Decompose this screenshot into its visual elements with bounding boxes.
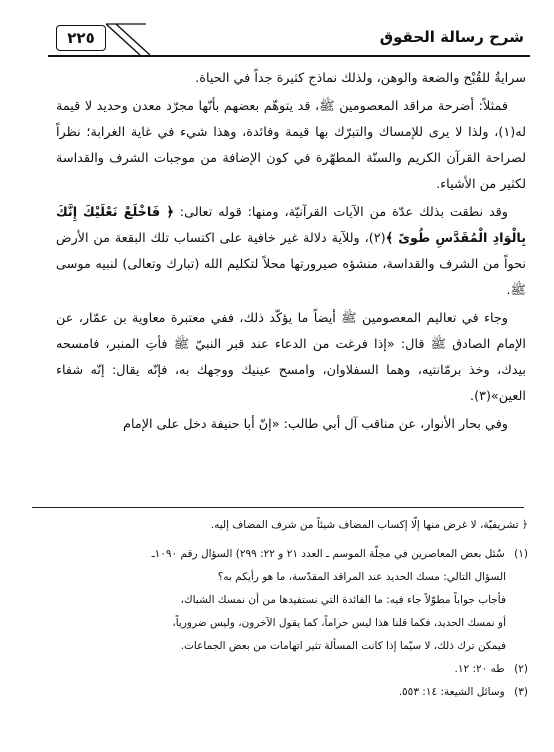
footnotes xyxy=(40,514,528,704)
paragraph-3 xyxy=(56,200,526,304)
paragraph-1 xyxy=(56,66,526,92)
quran-quote: إِنَّكَ بِالْوَادِ الْمُقَدَّسِ طُوىً ﴾ xyxy=(56,205,527,246)
footnote-text: وسائل الشيعة: ١٤: ٥٥٣. xyxy=(398,686,505,698)
footnote-3 xyxy=(40,681,528,704)
footnote-number: (٢) xyxy=(514,663,528,675)
book-title: شرح رسالة الحقوق xyxy=(379,28,524,46)
text-line: وفي بحار الأنوار، عن مناقب آل أبي طالب: «إنّ أبا حنيفة دخل على الإمام xyxy=(123,417,508,432)
text-line: فمثلاً: أضرحة مراقد المعصومين ﷺ، قد يتوهّم بعضهم بأنّها مجرّد معدن xyxy=(132,99,508,114)
footnote-continuation: ﴿ تشريفيّة، لا غرض منها إلّا إكساب المضاف شيئاً من شرف المضاف إليه. xyxy=(210,519,528,531)
text-line: وحديد لا قيمة له(١)، ولذا لا يرى للإمساك والتبرّك بها قيمة وفائدة، وهذا شيء xyxy=(56,99,526,140)
footnote-text: سُئل بعض المعاصرين في مجلّة الموسم ـ العدد ٢١ و ٢٢: ٢٩٩) السؤال رقم ١٠٩٠ـ xyxy=(151,548,505,560)
paragraph-2 xyxy=(56,94,526,198)
page-header xyxy=(48,22,530,56)
text-line: وتعالى) لنبيه موسى ﷺ. xyxy=(56,257,526,298)
footnote-2 xyxy=(40,658,528,681)
header-rule xyxy=(48,55,530,57)
text-line: وجاء في تعاليم المعصومين ﷺ أيضاً ما يؤكّد ذلك، ففي معتبرة معاوية بن xyxy=(113,311,508,326)
quran-quote: ﴿ فَاخْلَعْ نَعْلَيْكَ xyxy=(83,205,174,220)
text-line: في غاية الغرابة؛ نظراً لصراحة القرآن الكريم والسنّة المطهّرة في كون الإضافة xyxy=(56,125,526,166)
text-line: فإنّه يقال: إنّه شفاء العين»(٣). xyxy=(56,363,526,404)
text-line: من موجبات الشرف والقداسة لكثير من الأشياء. xyxy=(56,151,526,192)
page-number: ٢٢٥ xyxy=(56,25,106,51)
text-line: المنبر، فامسحه بيدك، وخذ برمّانتيه، وهما السفلاوان، وامسح عينيك ووجهك به، xyxy=(56,337,526,378)
footnote-number: (١) xyxy=(514,548,528,560)
paragraph-5 xyxy=(56,412,526,438)
footnote-1-line: فيمكن ترك ذلك، لا سيّما إذا كانت المسألة تثير اتهامات من بعض الجماعات. xyxy=(180,640,506,652)
header-ornament-icon xyxy=(106,22,186,56)
paragraph-4 xyxy=(56,306,526,410)
text-line: سرايةُ للقُبْح والضعة والوهن، ولذلك نماذج كثيرة جداً في الحياة. xyxy=(195,71,526,86)
footnote-1-line: السؤال التالي: مسك الحديد عند المراقد المقدّسة، ما هو رأيكم به؟ xyxy=(217,571,506,583)
footnote-text: طه ٢٠: ١٢. xyxy=(454,663,505,675)
text-line: (٢)، وللآية دلالة غير خافية على اكتساب تلك البقعة xyxy=(114,231,386,246)
footnote-separator xyxy=(32,507,524,508)
footnote-1-line: فأجاب جواباً مطوّلاً جاء فيه: ما الفائدة التي نستفيدها من أن نمسك الشباك، xyxy=(180,594,506,606)
footnote-number: (٣) xyxy=(514,686,528,698)
text-line: عمّار، عن الإمام الصادق ﷺ قال: «إذا فرغت من الدعاء عند قبر النبيّ ﷺ فأتِ xyxy=(56,311,526,352)
text-line: وقد نطقت بذلك عدّة من الآيات القرآنيّة، ومنها: قوله تعالى: xyxy=(173,205,508,220)
main-text xyxy=(56,66,526,440)
footnote-1 xyxy=(40,543,528,566)
footnote-1-line: أو نمسك الحديد، فكما قلنا هذا ليس حراماً، كما يقول الآخرون، وليس ضرورياً، xyxy=(172,617,506,629)
text-line: من الأرض نحواً من الشرف والقداسة، منشؤه صيرورتها محلاً لتكليم الله (تبارك xyxy=(56,231,526,272)
